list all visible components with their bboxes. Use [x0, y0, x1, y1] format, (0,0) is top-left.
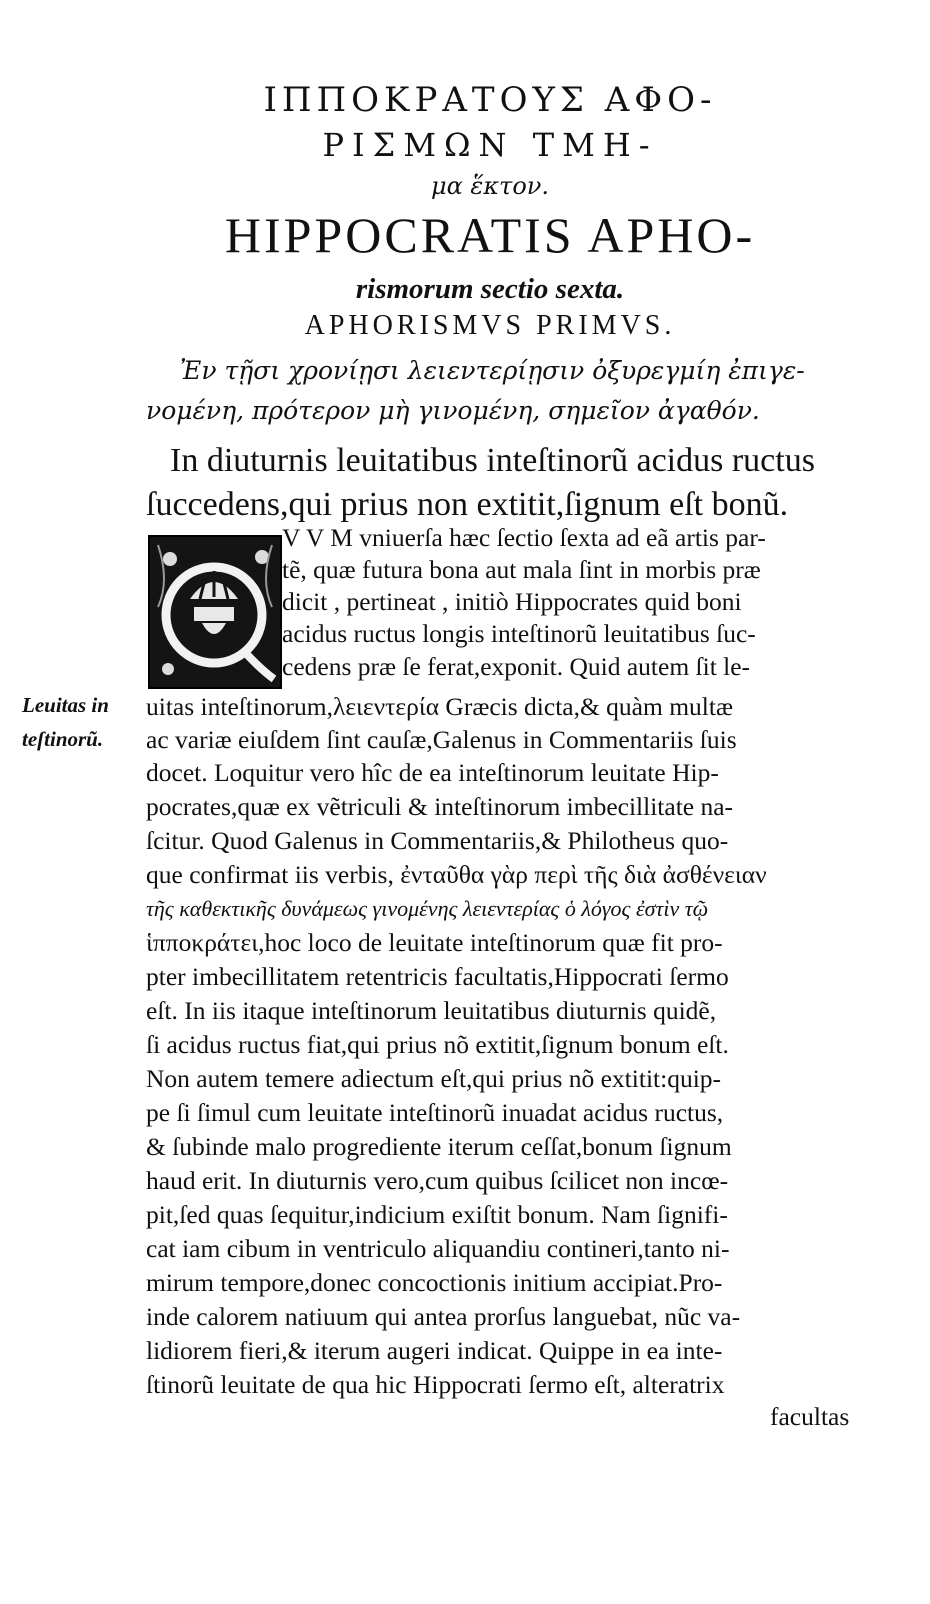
margin-note-line-2: teſtinorũ.	[22, 727, 104, 751]
commentary-line: mirum tempore,donec concoctionis initium accipiat.Pro-	[146, 1268, 723, 1297]
commentary-line: cat iam cibum in ventriculo aliquandiu contineri,tanto ni-	[146, 1234, 730, 1263]
commentary-line: ſcitur. Quod Galenus in Commentariis,& Philotheus quo-	[146, 826, 729, 855]
latin-aphorism-line-1: In diuturnis leuitatibus inteſtinorũ acidus ructus	[170, 442, 815, 479]
commentary-line: & ſubinde malo progrediente iterum ceſſat,bonum ſignum	[146, 1132, 732, 1161]
commentary-line: eſt. In iis itaque inteſtinorum leuitatibus diuturnis quidẽ,	[146, 996, 717, 1025]
margin-note-line-1: Leuitas in	[22, 693, 109, 717]
commentary-line: uitas inteſtinorum,λειεντερία Græcis dicta,& quàm multæ	[146, 692, 733, 721]
commentary-line: V V M vniuerſa hæc ſectio ſexta ad eã artis par-	[282, 523, 766, 552]
commentary-line: lidiorem fieri,& iterum augeri indicat. Quippe in ea inte-	[146, 1336, 723, 1365]
commentary-line: cedens præ ſe ferat,exponit. Quid autem ſit le-	[282, 652, 751, 681]
greek-title-line-3: μα ἕκτον.	[431, 172, 549, 200]
greek-aphorism-line-1: Ἐν τῇσι χρονίῃσι λειεντερίῃσιν ὀξυρεγμίη ἐπιγε-	[180, 356, 805, 385]
commentary-line: Non autem temere adiectum eſt,qui prius nõ extitit:quip-	[146, 1064, 722, 1093]
commentary-line: haud erit. In diuturnis vero,cum quibus ſcilicet non incœ-	[146, 1166, 729, 1195]
latin-aphorism-line-2: ſuccedens,qui prius non extitit,ſignum eſt bonũ.	[146, 486, 789, 523]
commentary-line: docet. Loquitur vero hîc de ea inteſtinorum leuitate Hip-	[146, 758, 719, 787]
greek-aphorism-line-2: νομένη, πρότερον μὴ γινομένη, σημεῖον ἀγαθόν.	[146, 396, 760, 425]
aphorism-heading: APHORISMVS PRIMVS.	[304, 310, 676, 341]
latin-subtitle: rismorum sectio sexta.	[355, 273, 625, 305]
commentary-line: τῆς καθεκτικῆς δυνάμεως γινομένης λειεντερίας ὁ λόγος ἐστὶν τῷ	[146, 896, 709, 921]
decorated-initial-q	[148, 535, 282, 689]
commentary-line: que confirmat iis verbis, ἐνταῦθα γὰρ περὶ τῆς διὰ ἀσθένειαν	[146, 860, 767, 889]
commentary-line: dicit , pertineat , initiò Hippocrates quid boni	[282, 587, 742, 616]
greek-title-line-2: ΡΙΣΜΩΝ ΤΜΗ-	[322, 126, 658, 164]
commentary-line: acidus ructus longis inteſtinorũ leuitatibus ſuc-	[282, 619, 756, 648]
latin-title: HIPPOCRATIS APHO-	[224, 207, 756, 263]
commentary-line: pocrates,quæ ex vẽtriculi & inteſtinorum imbecillitate na-	[146, 792, 734, 821]
drop-cap-letter: Q	[150, 537, 151, 538]
commentary-line: pit,ſed quas ſequitur,indicium exiſtit bonum. Nam ſignifi-	[146, 1200, 728, 1229]
commentary-line: pe ſi ſimul cum leuitate inteſtinorũ inuadat acidus ructus,	[146, 1098, 724, 1127]
commentary-line: ἱπποκράτει,hoc loco de leuitate inteſtinorum quæ fit pro-	[146, 928, 723, 957]
greek-title-line-1: ΙΠΠΟΚΡΑΤΟΥΣ ΑΦΟ-	[263, 80, 717, 120]
commentary-line: inde calorem natiuum qui antea prorſus languebat, nũc va-	[146, 1302, 741, 1331]
catchword: facultas	[770, 1402, 850, 1431]
commentary-line: pter imbecillitatem retentricis facultatis,Hippocrati ſermo	[146, 962, 729, 991]
commentary-line: ſtinorũ leuitate de qua hic Hippocrati ſermo eſt, alteratrix	[146, 1370, 725, 1399]
ornament-icon	[150, 537, 280, 687]
commentary-line: ac variæ eiuſdem ſint cauſæ,Galenus in Commentariis ſuis	[146, 725, 737, 754]
commentary-line: tẽ, quæ futura bona aut mala ſint in morbis præ	[282, 555, 761, 584]
commentary-line: ſi acidus ructus fiat,qui prius nõ extitit,ſignum bonum eſt.	[146, 1030, 729, 1059]
